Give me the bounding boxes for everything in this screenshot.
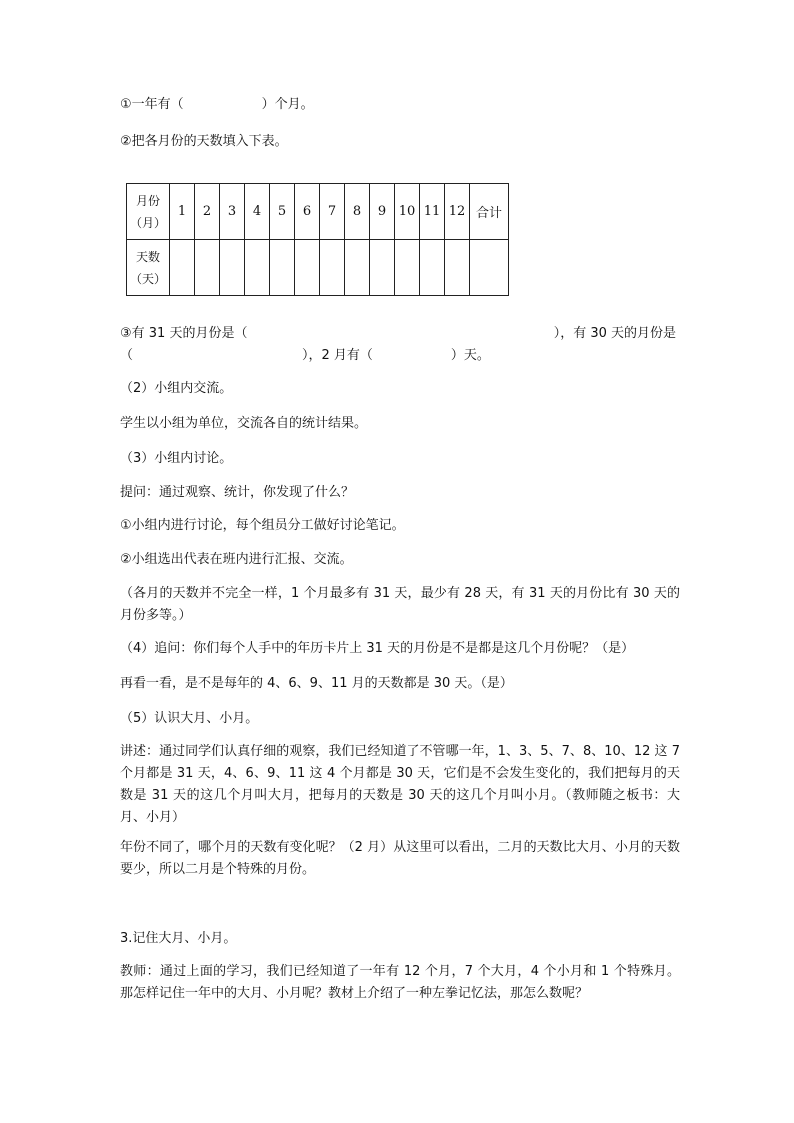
- table-cell-days-12[interactable]: [445, 240, 470, 296]
- follow-up-paragraph: （4）追问：你们每个人手中的年历卡片上 31 天的月份是不是都是这几个月份呢？（是）: [120, 641, 635, 656]
- table-cell-month-10: 10: [395, 184, 420, 240]
- table-cell-days-10[interactable]: [395, 240, 420, 296]
- table-header-days-label: 天数: [135, 249, 160, 264]
- teacher-paragraph: 教师：通过上面的学习，我们已经知道了一年有 12 个月，7 个大月，4 个小月和 1 个特殊月。那怎样记住一年中的大月、小月呢？教材上介绍了一种左拳记忆法，那怎么数呢？: [120, 964, 680, 1001]
- question-2: ②把各月份的天数填入下表。: [120, 134, 288, 149]
- table-cell-month-8: 8: [345, 184, 370, 240]
- year-change-paragraph: 年份不同了，哪个月的天数有变化呢？（2 月）从这里可以看出，二月的天数比大月、小月的天数要少，所以二月是个特殊的月份。: [120, 840, 680, 877]
- table-cell-days-11[interactable]: [420, 240, 445, 296]
- month-days-table: [126, 183, 509, 296]
- explain-paragraph: 讲述：通过同学们认真仔细的观察，我们已经知道了不管哪一年，1、3、5、7、8、10、12 这 7 个月都是 31 天，4、6、9、11 这 4 个月都是 30 天，它们是不会发生变化的，我们把每月的天数是 31 天的这几个月叫大月，把每月的天数是 30 天的这几个月叫小月。（教师随之板书：大月、小月）: [120, 744, 680, 825]
- table-header-days-unit: （天）: [129, 271, 166, 286]
- question-3-line-1: [120, 323, 676, 345]
- table-header-days: [127, 240, 170, 296]
- question-1: ①一年有（ ）个月。: [120, 97, 314, 112]
- table-header-month: [127, 184, 170, 240]
- table-cell-days-6[interactable]: [295, 240, 320, 296]
- table-cell-month-3: 3: [220, 184, 245, 240]
- students-paragraph: 学生以小组为单位，交流各自的统计结果。: [120, 416, 368, 431]
- table-row-days: [127, 240, 509, 296]
- table-cell-days-9[interactable]: [370, 240, 395, 296]
- question-3: [120, 323, 676, 367]
- table-header-month-unit: （月）: [129, 215, 166, 230]
- table-cell-month-11: 11: [420, 184, 445, 240]
- question-3-part-c: （ ），2 月有（ ）天。: [120, 348, 490, 363]
- section-3-heading: 3.记住大月、小月。: [120, 931, 237, 946]
- table-cell-days-3[interactable]: [220, 240, 245, 296]
- table-cell-days-7[interactable]: [320, 240, 345, 296]
- group-discuss-heading: （3）小组内讨论。: [120, 451, 233, 466]
- group-exchange-heading: （2）小组内交流。: [120, 381, 233, 396]
- table-cell-month-9: 9: [370, 184, 395, 240]
- recognize-heading: （5）认识大月、小月。: [120, 711, 259, 726]
- table-cell-days-2[interactable]: [195, 240, 220, 296]
- table-cell-month-1: 1: [170, 184, 195, 240]
- discuss-step-2: ②小组选出代表在班内进行汇报、交流。: [120, 552, 353, 567]
- table-cell-days-5[interactable]: [270, 240, 295, 296]
- question-3-part-b: ），有 30 天的月份是: [553, 326, 676, 341]
- table-cell-days-4[interactable]: [245, 240, 270, 296]
- table-row-months: [127, 184, 509, 240]
- table-cell-month-7: 7: [320, 184, 345, 240]
- table-header-month-label: 月份: [135, 193, 160, 208]
- look-again-paragraph: 再看一看，是不是每年的 4、6、9、11 月的天数都是 30 天。（是）: [120, 676, 513, 691]
- table-cell-month-2: 2: [195, 184, 220, 240]
- question-3-part-a: ③有 31 天的月份是（: [120, 326, 248, 341]
- table-cell-month-12: 12: [445, 184, 470, 240]
- table-cell-days-total[interactable]: [470, 240, 509, 296]
- table-cell-total-label: 合计: [470, 184, 509, 240]
- discuss-step-1: ①小组内进行讨论，每个组员分工做好讨论笔记。: [120, 518, 405, 533]
- question-paragraph: 提问：通过观察、统计，你发现了什么？: [120, 485, 355, 500]
- table-cell-days-1[interactable]: [170, 240, 195, 296]
- table-cell-days-8[interactable]: [345, 240, 370, 296]
- findings-paragraph: （各月的天数并不完全一样，1 个月最多有 31 天，最少有 28 天，有 31 天的月份比有 30 天的月份多等。）: [120, 586, 680, 623]
- table-cell-month-4: 4: [245, 184, 270, 240]
- table-cell-month-5: 5: [270, 184, 295, 240]
- table-cell-month-6: 6: [295, 184, 320, 240]
